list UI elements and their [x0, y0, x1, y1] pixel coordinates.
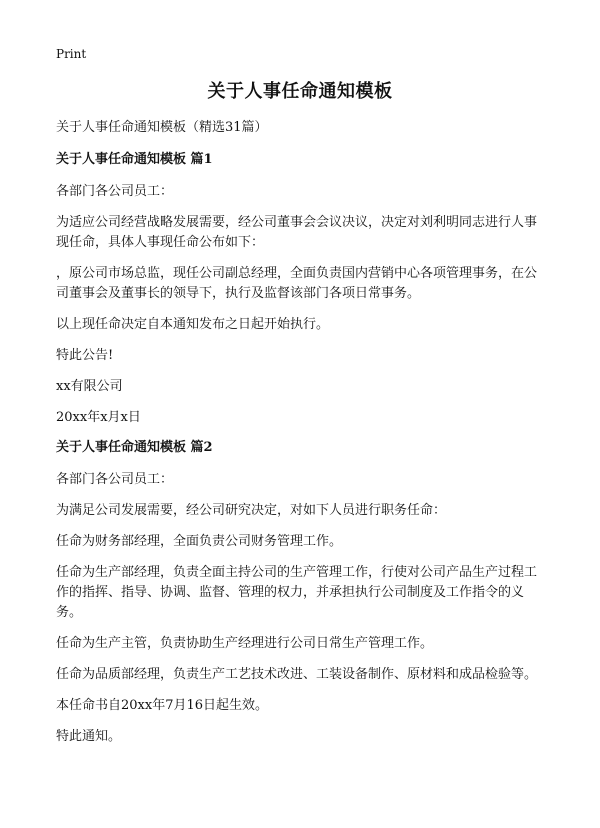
paragraph: 任命为财务部经理，全面负责公司财务管理工作。: [56, 534, 343, 549]
section-2: [56, 439, 546, 747]
document-subtitle: 关于人事任命通知模板（精选31篇）: [56, 120, 268, 135]
paragraph: 本任命书自20xx年7月16日起生效。: [56, 698, 269, 713]
paragraph: 特此通知。: [56, 729, 122, 744]
section-heading: 关于人事任命通知模板 篇1: [56, 152, 213, 167]
print-link[interactable]: Print: [56, 47, 87, 61]
paragraph: ，原公司市场总监，现任公司副总经理，全面负责国内营销中心各项管理事务，在公司董事会及董事长的领导下，执行及监督该部门各项日常事务。: [56, 266, 538, 301]
paragraph: 各部门各公司员工：: [56, 184, 174, 199]
paragraph: 各部门各公司员工：: [56, 472, 174, 487]
date-line: 20xx年x月x日: [56, 410, 141, 425]
paragraph: 为满足公司发展需要，经公司研究决定，对如下人员进行职务任命：: [56, 503, 447, 518]
paragraph: 任命为生产主管，负责协助生产经理进行公司日常生产管理工作。: [56, 636, 434, 651]
paragraph: 以上现任命决定自本通知发布之日起开始执行。: [56, 317, 330, 332]
document-body: [56, 119, 546, 758]
page-title: 关于人事任命通知模板: [207, 81, 393, 102]
section-1: [56, 151, 546, 428]
section-heading: 关于人事任命通知模板 篇2: [56, 440, 213, 455]
paragraph: 特此公告!: [56, 348, 114, 363]
paragraph: 任命为生产部经理，负责全面主持公司的生产管理工作，行使对公司产品生产过程工作的指挥、指导、协调、监督、管理的权力，并承担执行公司制度及工作指令的义务。: [56, 565, 538, 620]
paragraph: 任命为品质部经理，负责生产工艺技术改进、工装设备制作、原材料和成品检验等。: [56, 667, 538, 682]
paragraph: 为适应公司经营战略发展需要，经公司董事会会议决议，决定对刘利明同志进行人事现任命，具体人事现任命公布如下：: [56, 215, 538, 250]
company-signature: xx有限公司: [56, 379, 123, 394]
